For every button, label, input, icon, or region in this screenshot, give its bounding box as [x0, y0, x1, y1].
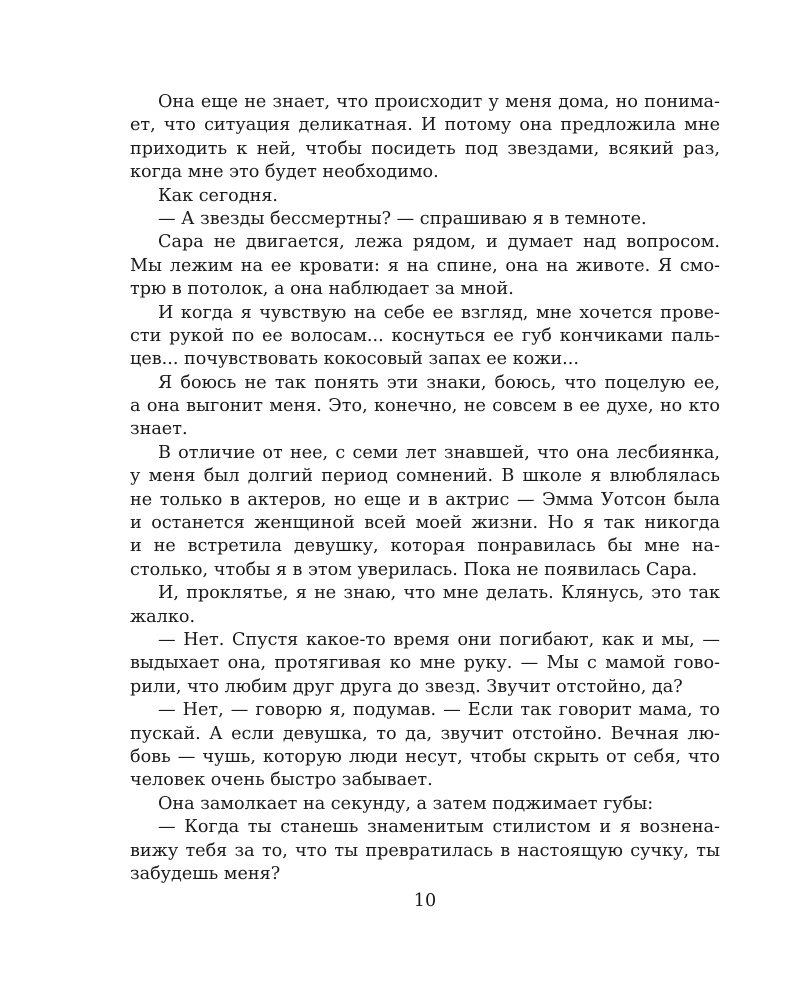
text-line: и не встретила девушку, которая понравилась бы мне на- [130, 536, 720, 557]
text-line: не только в актеров, но еще и в актрис — Эмма Уотсон была [130, 489, 720, 510]
text-line: сти рукой по ее волосам... коснуться ее губ кончиками паль- [130, 325, 720, 346]
text-line: бовь — чушь, которую люди несут, чтобы скрыть от себя, что [130, 746, 720, 767]
text-line: и останется женщиной всей моей жизни. Но я так никогда [130, 513, 720, 534]
text-line: когда мне это будет необходимо. [130, 162, 439, 183]
text-line: трю в потолок, а она наблюдает за мной. [130, 279, 514, 300]
text-line: знает. [130, 419, 188, 440]
text-line: Она замолкает на секунду, а затем поджимает губы: [158, 793, 654, 814]
paragraph [130, 91, 720, 185]
paragraph [130, 629, 720, 699]
paragraph [130, 208, 720, 231]
text-line: — Нет, — говорю я, подумав. — Если так говорит мама, то [158, 700, 720, 721]
body-text [130, 91, 720, 886]
text-line: цев... почувствовать кокосовый запах ее кожи... [130, 349, 579, 370]
text-line: Она еще не знает, что происходит у меня дома, но понима- [158, 92, 720, 112]
text-line: человек очень быстро забывает. [130, 770, 433, 791]
text-line: столько, чтобы я в этом уверилась. Пока не появилась Сара. [130, 559, 698, 580]
text-line: Как сегодня. [158, 185, 279, 206]
paragraph [130, 582, 720, 629]
paragraph [130, 442, 720, 582]
text-line: Я боюсь не так понять эти знаки, боюсь, что поцелую ее, [158, 372, 720, 393]
paragraph [130, 793, 720, 816]
text-line: ет, что ситуация деликатная. И потому она предложила мне [130, 115, 720, 136]
text-line: Сара не двигается, лежа рядом, и думает над вопросом. [158, 232, 720, 253]
text-line: рили, что любим друг друга до звезд. Звучит отстойно, да? [130, 676, 683, 697]
paragraph [130, 372, 720, 442]
text-line: приходить к ней, чтобы посидеть под звездами, всякий раз, [130, 138, 720, 159]
text-line: И когда я чувствую на себе ее взгляд, мне хочется прове- [158, 302, 720, 323]
paragraph [130, 699, 720, 793]
paragraph [130, 302, 720, 372]
paragraph [130, 185, 720, 208]
text-line: вижу тебя за то, что ты превратилась в настоящую сучку, ты [130, 840, 720, 861]
text-line: В отличие от нее, с семи лет знавшей, что она лесбиянка, [158, 442, 720, 463]
text-line: выдыхает она, протягивая ко мне руку. — Мы с мамой гово- [130, 653, 720, 674]
text-line: у меня был долгий период сомнений. В школе я влюблялась [130, 466, 720, 487]
text-line: а она выгонит меня. Это, конечно, не совсем в ее духе, но кто [130, 396, 720, 417]
text-line: забудешь меня? [130, 863, 281, 884]
text-line: пускай. А если девушка, то да, звучит отстойно. Вечная лю- [130, 723, 720, 744]
page-number: 10 [413, 891, 437, 911]
paragraph [130, 231, 720, 301]
text-line: Мы лежим на ее кровати: я на спине, она на животе. Я смо- [130, 255, 720, 276]
text-line: — А звезды бессмертны? — спрашиваю я в темноте. [158, 208, 647, 229]
text-line: — Нет. Спустя какое-то время они погибают, как и мы, — [158, 629, 720, 650]
text-line: жалко. [130, 606, 196, 627]
paragraph [130, 816, 720, 886]
text-line: — Когда ты станешь знаменитым стилистом и я возненa- [158, 817, 720, 838]
text-line: И, проклятье, я не знаю, что мне делать. Клянусь, это так [158, 583, 720, 604]
